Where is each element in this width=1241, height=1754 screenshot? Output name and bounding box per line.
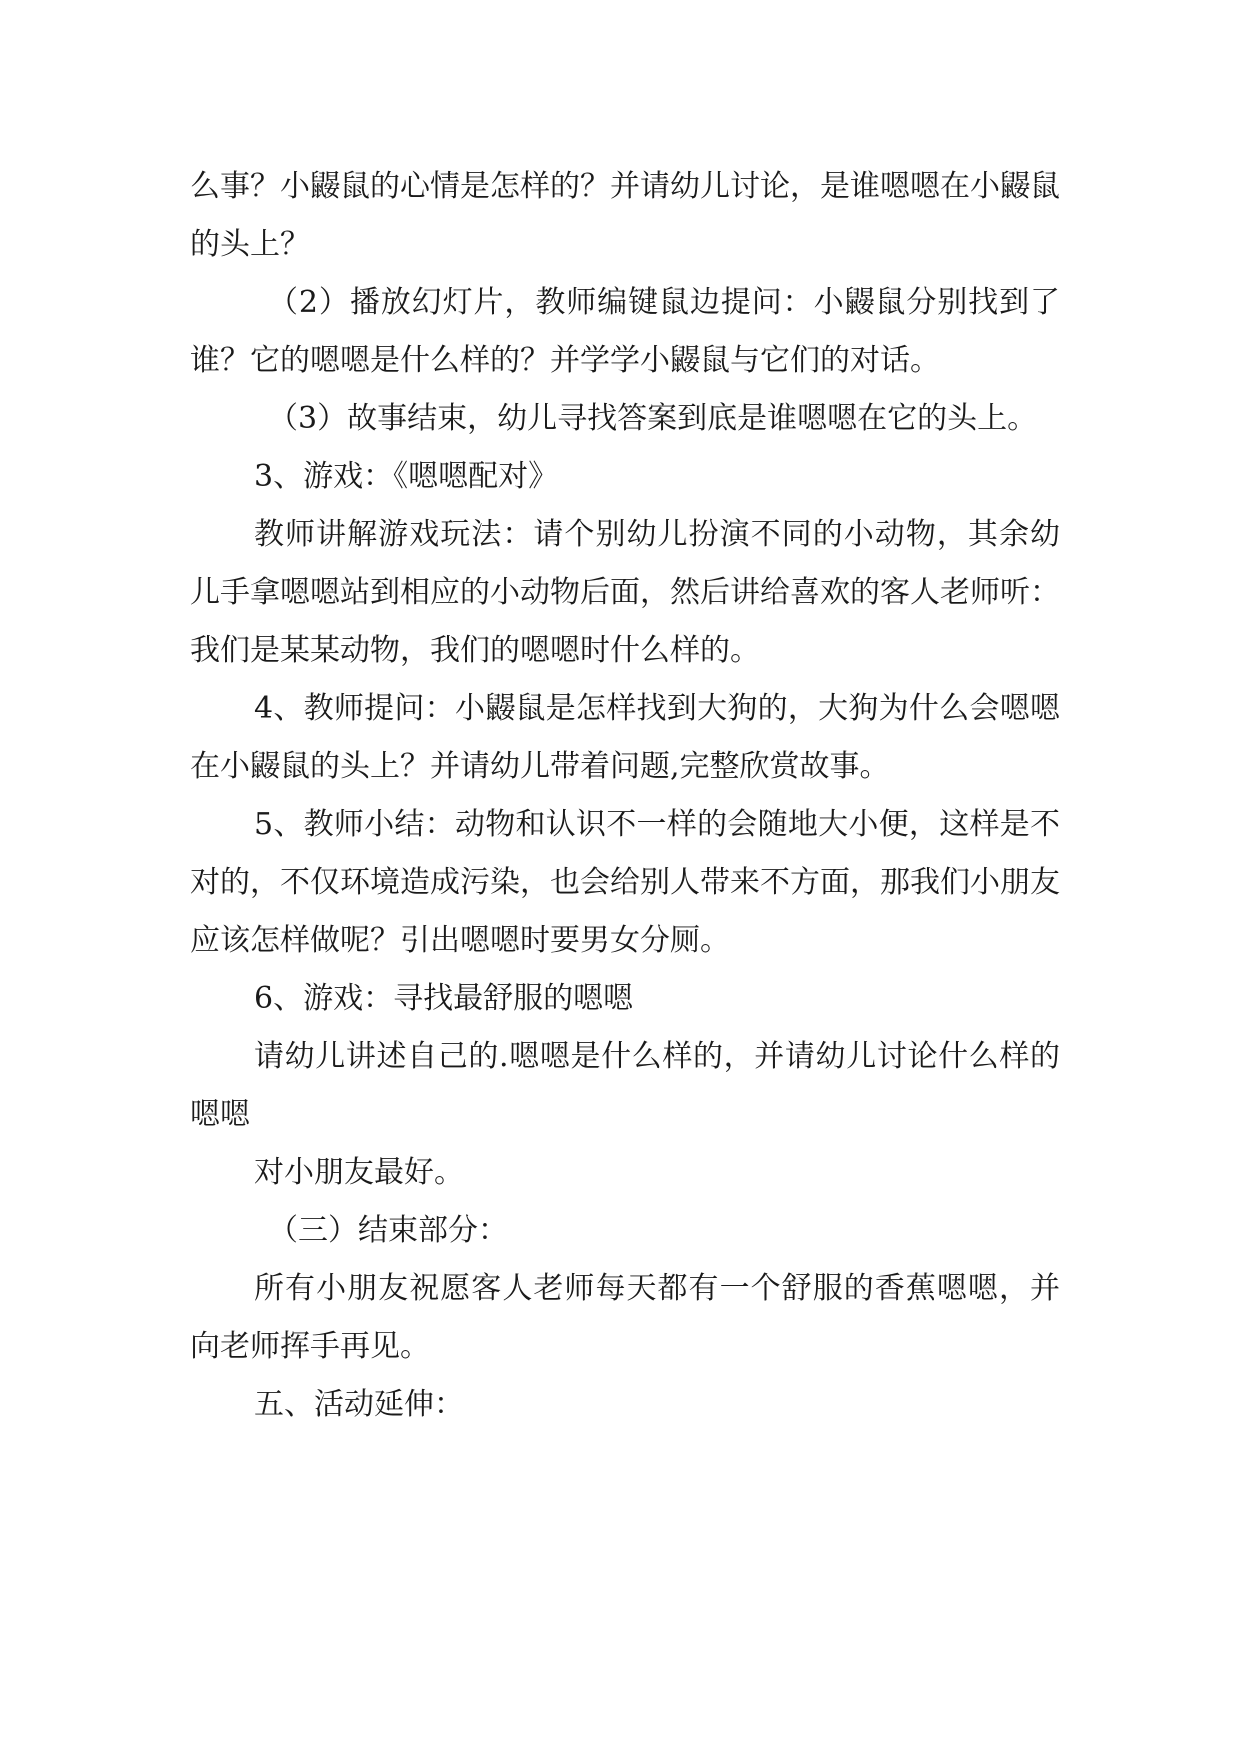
- paragraph-5: 教师讲解游戏玩法：请个别幼儿扮演不同的小动物，其余幼儿手拿嗯嗯站到相应的小动物后面，然后讲给喜欢的客人老师听：我们是某某动物，我们的嗯嗯时什么样的。: [190, 517, 1060, 668]
- paragraph-3: （3）故事结束，幼儿寻找答案到底是谁嗯嗯在它的头上。: [268, 401, 1038, 436]
- paragraph-9: 请幼儿讲述自己的.嗯嗯是什么样的，并请幼儿讨论什么样的嗯嗯: [190, 1039, 1060, 1132]
- paragraph-13: 五、活动延伸：: [254, 1387, 464, 1422]
- paragraph-12: 所有小朋友祝愿客人老师每天都有一个舒服的香蕉嗯嗯，并向老师挥手再见。: [190, 1271, 1060, 1364]
- paragraph-2: （2）播放幻灯片，教师编键鼠边提问：小鼹鼠分别找到了谁？它的嗯嗯是什么样的？并学学小鼹鼠与它们的对话。: [190, 285, 1060, 378]
- document-body: [190, 158, 1060, 1434]
- paragraph-7: 5、教师小结：动物和认识不一样的会随地大小便，这样是不对的，不仅环境造成污染，也会给别人带来不方面，那我们小朋友应该怎样做呢？引出嗯嗯时要男女分厕。: [190, 807, 1060, 958]
- paragraph-1: 么事？小鼹鼠的心情是怎样的？并请幼儿讨论，是谁嗯嗯在小鼹鼠的头上？: [190, 169, 1060, 262]
- paragraph-6: 4、教师提问：小鼹鼠是怎样找到大狗的，大狗为什么会嗯嗯在小鼹鼠的头上？并请幼儿带着问题,完整欣赏故事。: [190, 691, 1060, 784]
- paragraph-11: （三）结束部分：: [268, 1213, 508, 1248]
- paragraph-4: 3、游戏：《嗯嗯配对》: [254, 459, 559, 494]
- paragraph-10: 对小朋友最好。: [254, 1155, 464, 1190]
- paragraph-8: 6、游戏：寻找最舒服的嗯嗯: [254, 981, 634, 1016]
